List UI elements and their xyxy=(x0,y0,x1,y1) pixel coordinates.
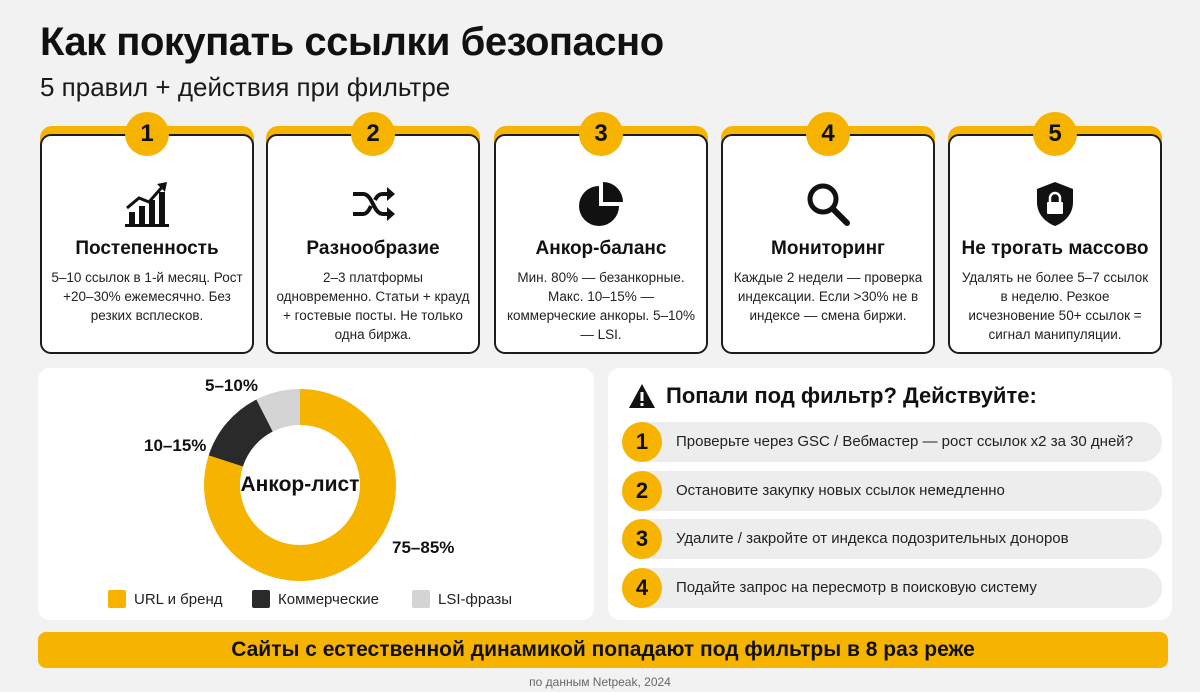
legend-label: URL и бренд xyxy=(134,590,223,608)
legend-item-lsi xyxy=(412,590,512,608)
source-note: по данным Netpeak, 2024 xyxy=(529,675,671,689)
rule-card-1 xyxy=(40,120,254,354)
shield-lock-icon xyxy=(1029,178,1081,230)
rule-title: Мониторинг xyxy=(771,238,885,259)
rule-card-3 xyxy=(494,120,708,354)
legend-swatch xyxy=(108,590,126,608)
rule-title: Не трогать массово xyxy=(961,238,1149,259)
warning-icon xyxy=(628,383,656,409)
growth-chart-icon xyxy=(121,178,173,230)
filter-step-3 xyxy=(622,519,1162,559)
filter-heading-text: Попали под фильтр? Действуйте: xyxy=(666,383,1037,408)
bottom-banner: Сайты с естественной динамикой попадают под фильтры в 8 раз реже xyxy=(38,632,1168,668)
page-subtitle: 5 правил + действия при фильтре xyxy=(40,72,451,102)
rule-number: 2 xyxy=(351,112,395,156)
rule-card-5 xyxy=(948,120,1162,354)
rule-number: 5 xyxy=(1033,112,1077,156)
legend-swatch xyxy=(412,590,430,608)
rule-card-2 xyxy=(266,120,480,354)
step-text: Удалите / закройте от индекса подозрительных доноров xyxy=(676,530,1069,547)
rule-text: Мин. 80% — безанкорные. Макс. 10–15% — коммерческие анкоры. 5–10% — LSI. xyxy=(506,270,696,342)
rule-title: Разнообразие xyxy=(306,238,440,259)
magnifier-icon xyxy=(802,178,854,230)
slice-label-commercial: 10–15% xyxy=(144,436,207,455)
step-number: 3 xyxy=(622,519,662,559)
filter-step-1 xyxy=(622,422,1162,462)
step-number: 2 xyxy=(622,471,662,511)
shuffle-icon xyxy=(347,178,399,230)
slice-label-lsi: 5–10% xyxy=(205,376,258,395)
rule-number: 3 xyxy=(579,112,623,156)
legend-item-url xyxy=(108,590,222,608)
rule-title: Анкор-баланс xyxy=(535,238,667,259)
legend-label: LSI-фразы xyxy=(438,590,513,608)
rule-number: 1 xyxy=(125,112,169,156)
rule-text: Удалять не более 5–7 ссылок в неделю. Резкое исчезновение 50+ ссылок = сигнал манипуляции. xyxy=(961,270,1149,342)
rule-text: Каждые 2 недели — проверка индексации. Если >30% не в индексе — смена биржи. xyxy=(733,270,923,323)
rule-text: 2–3 платформы одновременно. Статьи + крауд + гостевые посты. Не только одна биржа. xyxy=(276,270,470,342)
donut-center-label: Анкор-лист xyxy=(240,473,360,496)
filter-step-4 xyxy=(622,568,1162,608)
pie-chart-icon xyxy=(575,178,627,230)
step-text: Подайте запрос на пересмотр в поисковую систему xyxy=(676,579,1037,596)
rule-text: 5–10 ссылок в 1-й месяц. Рост +20–30% ежемесячно. Без резких всплесков. xyxy=(51,270,243,323)
rule-card-4 xyxy=(721,120,935,354)
slice-label-url: 75–85% xyxy=(392,538,455,557)
rule-number: 4 xyxy=(806,112,850,156)
step-number: 1 xyxy=(622,422,662,462)
legend-item-commercial xyxy=(252,590,379,608)
filter-heading xyxy=(628,383,1037,409)
step-number: 4 xyxy=(622,568,662,608)
step-text: Остановите закупку новых ссылок немедленно xyxy=(676,482,1005,499)
legend-swatch xyxy=(252,590,270,608)
page-title: Как покупать ссылки безопасно xyxy=(40,20,664,64)
anchor-donut-chart xyxy=(200,385,400,585)
rule-title: Постепенность xyxy=(75,238,219,259)
filter-step-2 xyxy=(622,471,1162,511)
step-text: Проверьте через GSC / Вебмастер — рост ссылок х2 за 30 дней? xyxy=(676,433,1134,450)
legend-label: Коммерческие xyxy=(278,590,380,608)
